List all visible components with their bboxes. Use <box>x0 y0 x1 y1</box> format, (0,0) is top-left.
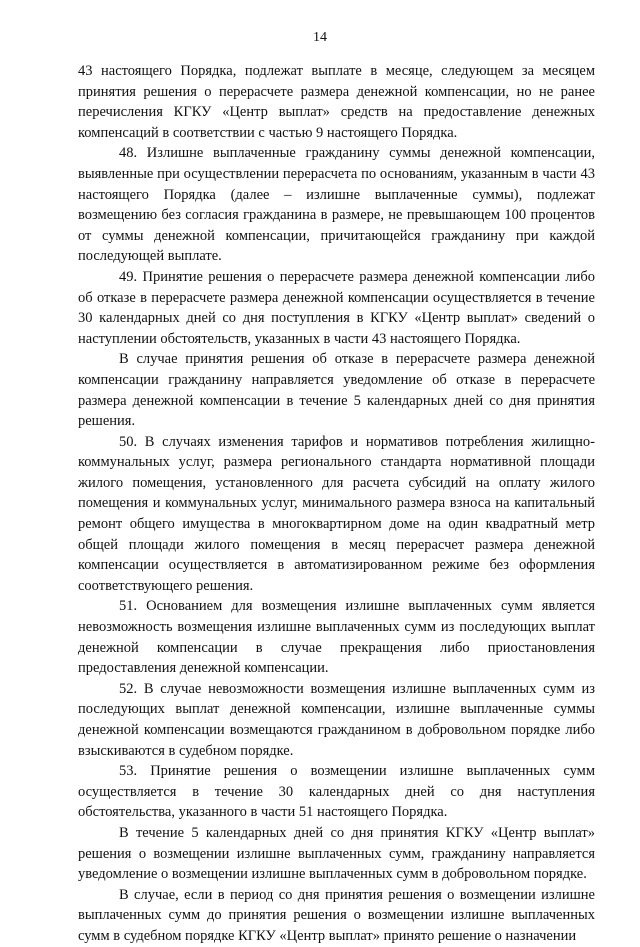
paragraph-continuation: 43 настоящего Порядка, подлежат выплате в месяце, следующем за месяцем принятия решения о перерасчете размера денежной компенсации, но не ранее перечисления КГКУ «Центр выплат» средств на предоставление денежных компенсаций в соответствии с частью 9 настоящего Порядка. <box>78 63 595 141</box>
paragraph-49-refusal: В случае принятия решения об отказе в перерасчете размера денежной компенсации гражданину направляется уведомление об отказе в перерасчете размера денежной компенсации в течение 5 календарных дней со дня принятия решения. <box>78 351 595 430</box>
paragraph-49: 49. Принятие решения о перерасчете размера денежной компенсации либо об отказе в перерасчете размера денежной компенсации осуществляется в течение 30 календарных дней со дня поступления в КГКУ «Центр выплат» сведений о наступлении обстоятельств, указанных в части 43 настоящего Порядка. <box>78 268 595 347</box>
paragraph-52: 52. В случае невозможности возмещения излишне выплаченных сумм из последующих выплат денежной компенсации, излишне выплаченные суммы денежной компенсации возмещаются гражданином в добровольном порядке либо взыскиваются в судебном порядке. <box>78 680 595 759</box>
page-number: 14 <box>313 30 327 45</box>
paragraph-50: 50. В случаях изменения тарифов и нормативов потребления жилищно-коммунальных услуг, размера регионального стандарта нормативной площади жилого помещения, установленного для расчета субсидий на оплату жилого помещения и коммунальных услуг, минимального размера взноса на капитальный ремонт общего имущества в многоквартирном доме на один квадратный метр общей площади жилого помещения в месяц перерасчет размера денежной компенсации осуществляется в автоматизированном режиме без оформления соответствующего решения. <box>78 433 595 594</box>
paragraph-53-court: В случае, если в период со дня принятия решения о возмещении излишне выплаченных сумм до принятия решения о возмещении излишне выплаченных сумм в судебном порядке КГКУ «Центр выплат» принято решение о назначении <box>78 886 595 944</box>
document-body <box>78 61 595 947</box>
paragraph-51: 51. Основанием для возмещения излишне выплаченных сумм является невозможность возмещения излишне выплаченных сумм из последующих выплат денежной компенсации в случае прекращения либо приостановления предоставления денежной компенсации. <box>78 598 595 677</box>
paragraph-53-notification: В течение 5 календарных дней со дня принятия КГКУ «Центр выплат» решения о возмещении излишне выплаченных сумм, гражданину направляется уведомление о возмещении излишне выплаченных сумм в добровольном порядке. <box>78 824 595 883</box>
paragraph-48: 48. Излишне выплаченные гражданину суммы денежной компенсации, выявленные при осуществлении перерасчета по основаниям, указанным в части 43 настоящего Порядка (далее – излишне выплаченные суммы), подлежат возмещению без согласия гражданина в размере, не превышающем 100 процентов от суммы денежной компенсации, причитающейся гражданину при каждой последующей выплате. <box>78 145 595 265</box>
paragraph-53: 53. Принятие решения о возмещении излишне выплаченных сумм осуществляется в течение 30 календарных дней со дня наступления обстоятельства, указанного в части 51 настоящего Порядка. <box>78 763 595 821</box>
